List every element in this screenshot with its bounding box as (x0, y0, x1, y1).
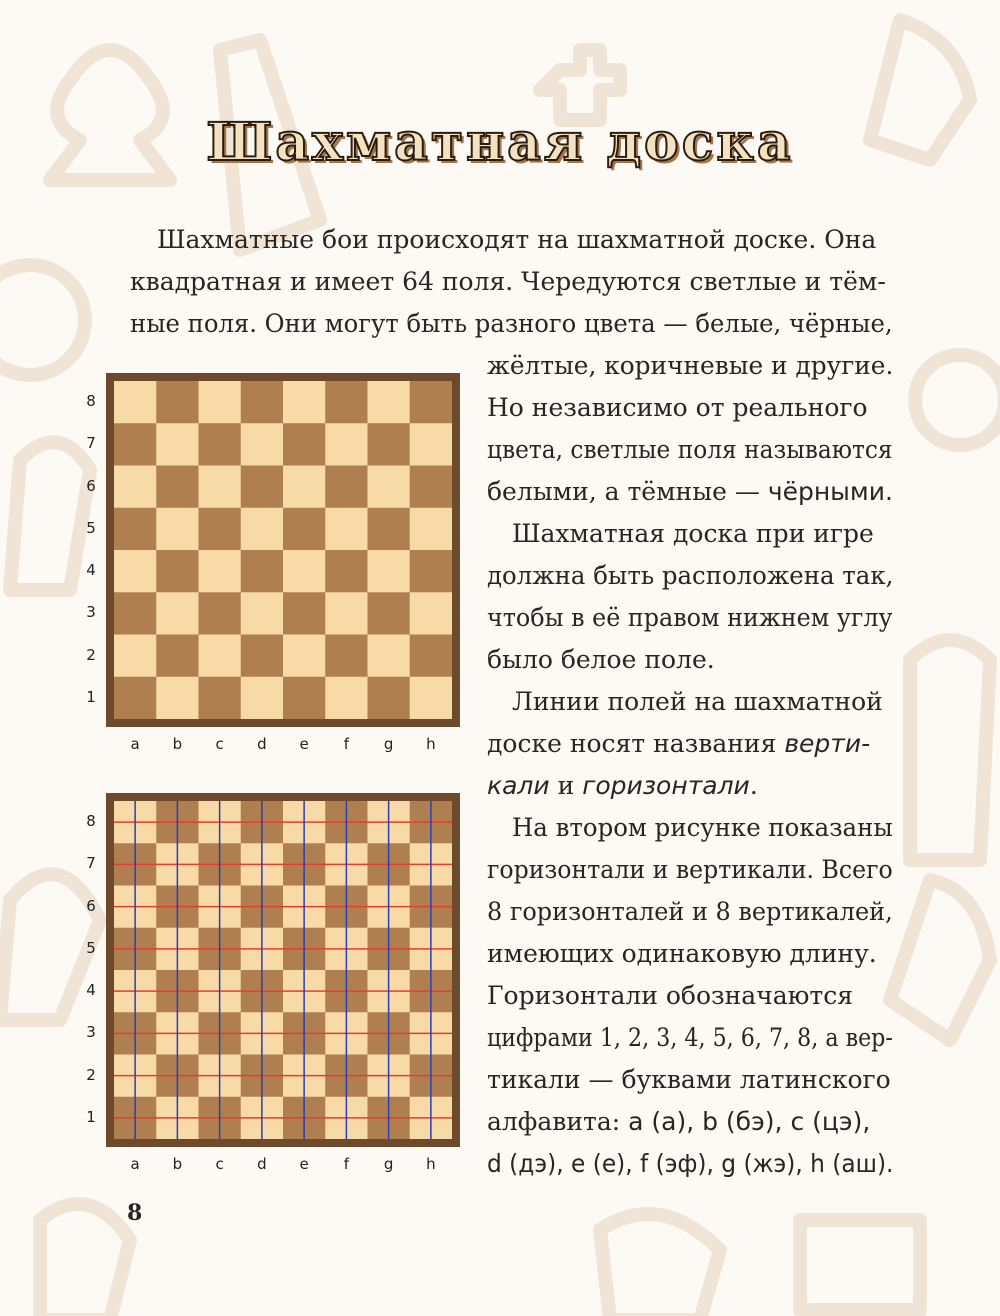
file-label-c: c (215, 1155, 224, 1173)
rank-label-3: 3 (86, 603, 96, 622)
p4-line-5: Горизонтали обозначаются (487, 981, 854, 1010)
square-e3 (283, 592, 326, 635)
square-c6 (199, 466, 242, 509)
p1-line-2: квадратная и имеет 64 поля. Чередуются светлые и тём- (130, 267, 886, 296)
square-a1 (114, 677, 157, 719)
p1-line-7-text: белыми, а тёмные — (487, 477, 768, 506)
p4-line-3: 8 горизонталей и 8 вертикалей, (487, 897, 893, 926)
file-label-g: g (383, 735, 394, 753)
bg-pawn2-icon (915, 355, 1000, 445)
square-f1 (325, 677, 368, 719)
square-h2 (410, 635, 452, 678)
square-d2 (241, 635, 284, 678)
bg-pawn3-icon (10, 442, 90, 590)
square-a6 (114, 466, 157, 509)
chessboard-plain-squares (114, 381, 452, 719)
rank-label-1: 1 (86, 1107, 96, 1126)
p1-line-1: Шахматные бои происходят на шахматной доске. Она (157, 225, 877, 254)
rank-label-7: 7 (86, 854, 96, 873)
file-label-d: d (257, 735, 267, 753)
p4-line-8 (487, 1101, 870, 1143)
square-g2 (368, 635, 411, 678)
file-label-h: h (426, 1155, 436, 1173)
square-e6 (283, 466, 326, 509)
square-e5 (283, 508, 326, 551)
p2-line-4: было белое поле. (487, 645, 715, 674)
square-b3 (156, 592, 199, 635)
file-label-a: a (130, 735, 140, 753)
square-b5 (156, 508, 199, 551)
rank-label-6: 6 (86, 896, 96, 915)
square-g7 (368, 423, 411, 466)
square-g1 (368, 677, 411, 719)
file-label-g: g (383, 1155, 394, 1173)
rank-label-5: 5 (86, 518, 96, 537)
rank-label-4: 4 (86, 981, 96, 1000)
bg-king2-icon (600, 1214, 720, 1316)
square-h6 (410, 466, 452, 509)
square-g5 (368, 508, 411, 551)
p4-line-1: На втором рисунке показаны (512, 813, 893, 842)
file-label-e: e (299, 1155, 309, 1173)
file-label-f: f (343, 735, 350, 753)
p3-line-1: Линии полей на шахматной (512, 687, 883, 716)
square-a4 (114, 550, 157, 593)
square-c4 (199, 550, 242, 593)
p1-line-5: Но независимо от реального (487, 393, 868, 422)
square-b4 (156, 550, 199, 593)
chessboard-plain (106, 373, 460, 727)
square-f4 (325, 550, 368, 593)
term-black: чёрными. (767, 477, 893, 506)
square-e7 (283, 423, 326, 466)
file-label-b: b (172, 735, 183, 753)
rank-label-2: 2 (86, 645, 96, 664)
square-f2 (325, 635, 368, 678)
file-label-c: c (215, 735, 224, 753)
p4-line-2: горизонтали и вертикали. Всего (487, 855, 893, 884)
square-d5 (241, 508, 284, 551)
square-f8 (325, 381, 368, 424)
square-g6 (368, 466, 411, 509)
square-c5 (199, 508, 242, 551)
square-e8 (283, 381, 326, 424)
square-a8 (114, 381, 157, 424)
square-d8 (241, 381, 284, 424)
p1-line-3: ные поля. Они могут быть разного цвета — белые, чёрные, (130, 309, 893, 338)
term-verticals-part1: верти- (784, 729, 871, 758)
rank-label-4: 4 (86, 561, 96, 580)
square-a7 (114, 423, 157, 466)
square-h1 (410, 677, 452, 719)
square-d7 (241, 423, 284, 466)
square-g3 (368, 592, 411, 635)
square-h8 (410, 381, 452, 424)
square-h5 (410, 508, 452, 551)
square-c3 (199, 592, 242, 635)
file-label-h: h (426, 735, 436, 753)
bg-rook-icon (0, 265, 85, 375)
chessboard-lines-squares (114, 801, 452, 1139)
term-horizontals: горизонтали (582, 771, 750, 800)
square-c1 (199, 677, 242, 719)
bg-king-icon (540, 50, 620, 120)
page-title: Шахматная доска (206, 112, 794, 173)
square-g4 (368, 550, 411, 593)
square-f7 (325, 423, 368, 466)
square-a2 (114, 635, 157, 678)
bg-pawn4-icon (40, 1204, 130, 1316)
file-label-e: e (299, 735, 309, 753)
p3-line-2-text: доске носят названия (487, 729, 785, 758)
term-verticals-part2: кали (487, 771, 550, 800)
rank-label-7: 7 (86, 434, 96, 453)
square-f6 (325, 466, 368, 509)
square-b1 (156, 677, 199, 719)
square-b7 (156, 423, 199, 466)
bg-rook2-icon (800, 1220, 920, 1310)
square-d6 (241, 466, 284, 509)
file-label-f: f (343, 1155, 350, 1173)
bg-knight2-icon (890, 880, 990, 1040)
rank-label-8: 8 (86, 392, 96, 411)
p2-line-1: Шахматная доска при игре (512, 519, 874, 548)
square-a3 (114, 592, 157, 635)
files-list-part1: a (а), b (бэ), c (цэ), (628, 1107, 871, 1136)
square-b8 (156, 381, 199, 424)
p3-conjunction: и (549, 771, 583, 800)
square-h3 (410, 592, 452, 635)
square-f5 (325, 508, 368, 551)
square-f3 (325, 592, 368, 635)
p4-line-6: цифрами 1, 2, 3, 4, 5, 6, 7, 8, а вер- (487, 1023, 893, 1052)
p1-line-7 (487, 471, 893, 513)
square-h4 (410, 550, 452, 593)
square-d4 (241, 550, 284, 593)
square-e4 (283, 550, 326, 593)
square-d1 (241, 677, 284, 719)
file-label-a: a (130, 1155, 140, 1173)
p4-line-7: тикали — буквами латинского (487, 1065, 891, 1094)
p3-period: . (749, 771, 758, 800)
square-h7 (410, 423, 452, 466)
bg-queen-icon (910, 640, 990, 860)
square-c7 (199, 423, 242, 466)
files-list-part2: d (дэ), e (е), f (эф), g (жэ), h (аш). (487, 1149, 894, 1178)
file-label-b: b (172, 1155, 183, 1173)
rank-label-8: 8 (86, 812, 96, 831)
rank-label-3: 3 (86, 1023, 96, 1042)
chessboard-with-lines (106, 793, 460, 1147)
rank-label-6: 6 (86, 476, 96, 495)
square-g8 (368, 381, 411, 424)
square-d3 (241, 592, 284, 635)
p4-line-8-text: алфавита: (487, 1107, 629, 1136)
p3-line-2 (487, 723, 870, 765)
square-b6 (156, 466, 199, 509)
file-label-d: d (257, 1155, 267, 1173)
square-c8 (199, 381, 242, 424)
p2-line-2: должна быть расположена так, (487, 561, 894, 590)
page-number: 8 (127, 1200, 143, 1226)
p2-line-3: чтобы в её правом нижнем углу (487, 603, 893, 632)
square-b2 (156, 635, 199, 678)
p1-line-6: цвета, светлые поля называются (487, 435, 893, 464)
rank-label-5: 5 (86, 938, 96, 957)
p3-line-3 (487, 765, 758, 807)
p1-line-4: жёлтые, коричневые и другие. (487, 351, 894, 380)
square-e1 (283, 677, 326, 719)
square-a5 (114, 508, 157, 551)
square-e2 (283, 635, 326, 678)
square-c2 (199, 635, 242, 678)
p4-line-4: имеющих одинаковую длину. (487, 939, 877, 968)
rank-label-1: 1 (86, 687, 96, 706)
rank-label-2: 2 (86, 1065, 96, 1084)
